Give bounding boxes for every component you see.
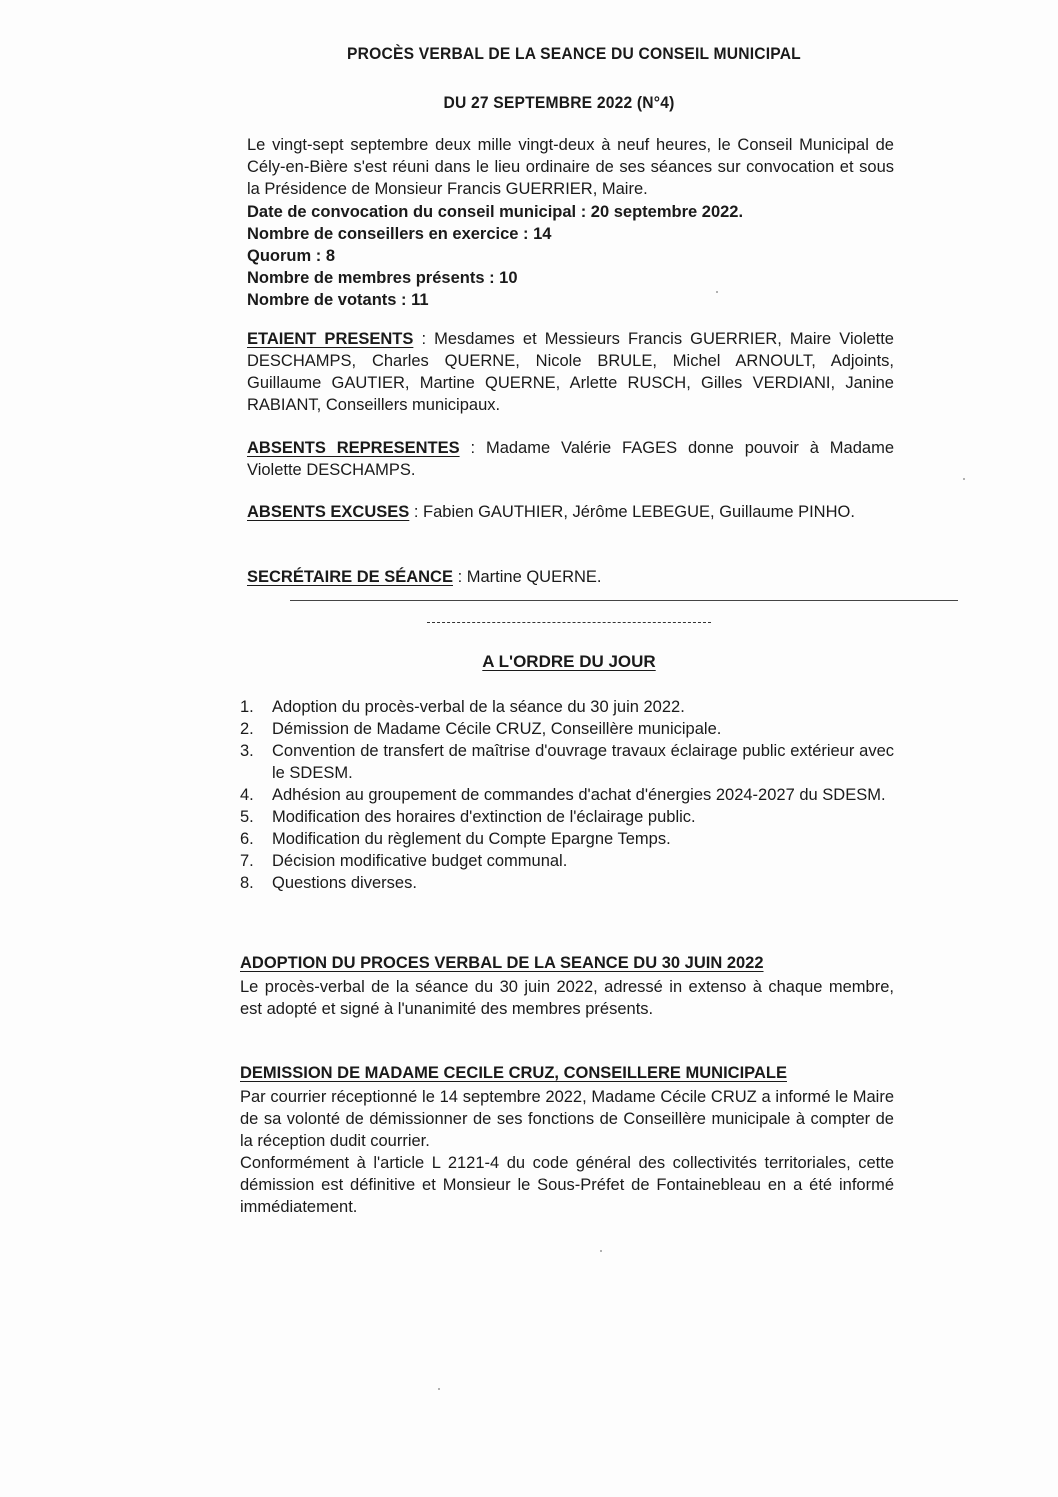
resignation-paragraph-2: Conformément à l'article L 2121-4 du code général des collectivités territoriales, cette démission est définitive et Monsieur le Sous-Préfet de Fontainebleau en a été informé immédiatement. [240,1154,894,1216]
agenda-item-text: Questions diverses. [272,874,417,892]
agenda-item-number: 2. [240,720,254,738]
dashed-divider [427,622,711,623]
agenda-title: A L'ORDRE DU JOUR [482,652,656,671]
agenda-item-number: 8. [240,874,254,892]
councillors-count: Nombre de conseillers en exercice : 14 [247,225,552,243]
session-date-title: DU 27 SEPTEMBRE 2022 (N°4) [443,93,675,112]
agenda-item-text: Adhésion au groupement de commandes d'achat d'énergies 2024-2027 du SDESM. [272,786,886,804]
agenda-item-number: 7. [240,852,254,870]
agenda-item [240,740,894,784]
agenda-item-text: Démission de Madame Cécile CRUZ, Conseillère municipale. [272,720,722,738]
excused-absentees-label: ABSENTS EXCUSES [247,503,410,521]
present-members-count: Nombre de membres présents : 10 [247,269,518,287]
session-secretary-section [247,566,894,588]
agenda-item-text: Décision modificative budget communal. [272,852,568,870]
agenda-item-number: 4. [240,786,254,804]
scan-speck [716,291,718,293]
quorum: Quorum : 8 [247,247,336,265]
session-secretary-label: SECRÉTAIRE DE SÉANCE [247,568,453,586]
resignation-paragraph-1: Par courrier réceptionné le 14 septembre 2022, Madame Cécile CRUZ a informé le Maire de sa volonté de démissionner de ses fonctions de Conseillère municipale à compter de la réception dudit courrier. [240,1088,894,1150]
voters-count: Nombre de votants : 11 [247,291,429,309]
agenda-item [240,828,894,850]
resignation-section-heading: DEMISSION DE MADAME CECILE CRUZ, CONSEILLERE MUNICIPALE [240,1064,787,1082]
present-members-section [247,328,894,416]
agenda-item-number: 3. [240,742,254,760]
excused-absentees-section [247,501,894,523]
agenda-item-text: Adoption du procès-verbal de la séance du 30 juin 2022. [272,698,685,716]
divider-line [290,600,958,601]
agenda-list [240,696,894,894]
adoption-section-text: Le procès-verbal de la séance du 30 juin 2022, adressé in extenso à chaque membre, est adopté et signé à l'unanimité des membres présents. [240,978,894,1018]
scan-speck [963,478,965,480]
agenda-item-number: 6. [240,830,254,848]
session-stats [247,201,894,311]
agenda-item-number: 5. [240,808,254,826]
agenda-item [240,784,894,806]
represented-absentees-section [247,437,894,481]
agenda-item [240,718,894,740]
agenda-item-text: Modification des horaires d'extinction de l'éclairage public. [272,808,696,826]
document-title: PROCÈS VERBAL DE LA SEANCE DU CONSEIL MUNICIPAL [347,44,801,63]
agenda-item-number: 1. [240,698,254,716]
adoption-section-heading: ADOPTION DU PROCES VERBAL DE LA SEANCE DU 30 JUIN 2022 [240,954,764,972]
intro-paragraph: Le vingt-sept septembre deux mille vingt-deux à neuf heures, le Conseil Municipal de Cély-en-Bière s'est réuni dans le lieu ordinaire de ses séances sur convocation et sous la Présidence de Monsieur Francis GUERRIER, Maire. [247,136,894,198]
agenda-item [240,806,894,828]
agenda-item-text: Convention de transfert de maîtrise d'ouvrage travaux éclairage public extérieur avec le SDESM. [272,742,894,782]
represented-absentees-text: : Madame Valérie FAGES donne pouvoir à Madame Violette DESCHAMPS. [247,439,894,479]
convocation-date: Date de convocation du conseil municipal : 20 septembre 2022. [247,203,744,221]
agenda-item [240,696,894,718]
scan-speck [600,1250,602,1252]
agenda-item-text: Modification du règlement du Compte Epargne Temps. [272,830,671,848]
represented-absentees-label: ABSENTS REPRESENTES [247,439,460,457]
agenda-item [240,872,894,894]
scan-speck [438,1388,440,1390]
excused-absentees-text: : Fabien GAUTHIER, Jérôme LEBEGUE, Guillaume PINHO. [409,503,855,521]
session-secretary-text: : Martine QUERNE. [452,568,602,586]
present-members-label: ETAIENT PRESENTS [247,330,414,348]
present-members-text: : Mesdames et Messieurs Francis GUERRIER, Maire Violette DESCHAMPS, Charles QUERNE, Nicole BRULE, Michel ARNOULT, Adjoints, Guillaume GAUTIER, Martine QUERNE, Arlette RUSCH, Gilles VERDIANI, Janine RABIANT, Conseillers municipaux. [247,330,894,414]
agenda-item [240,850,894,872]
